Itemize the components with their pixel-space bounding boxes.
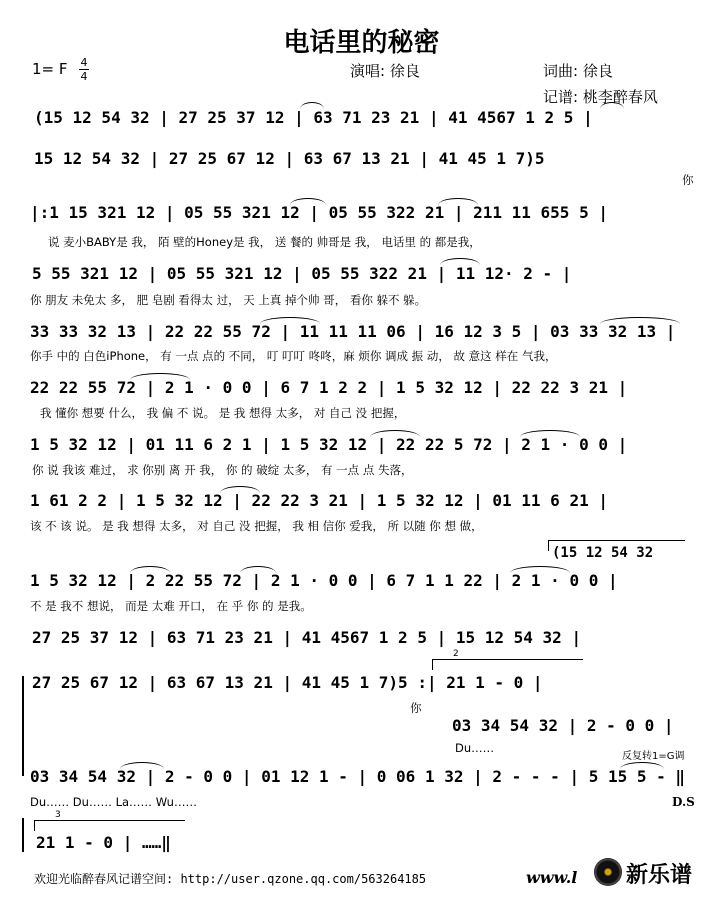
time-signature: [78, 57, 90, 82]
tie-arc: [260, 317, 320, 324]
tie-arc: [370, 430, 420, 437]
score-row-10: 27 25 37 12 | 63 71 23 21 | 41 4567 1 2 5 | 15 12 54 32 |: [32, 628, 582, 647]
key-signature: 1= F: [32, 60, 68, 78]
transcriber-credit: 记谱: 桃李醉春风: [543, 88, 658, 106]
lyric-row-4: 你 朋友 未免太 多， 肥 皂剧 看得太 过， 天 上真 掉个帅 哥， 看你 躲不 躲。: [30, 293, 427, 307]
composer-credit: 词曲: 徐良: [543, 62, 613, 80]
tie-arc: [290, 198, 326, 205]
lyric-row-5: 你手 中的 白色iPhone， 有 一点 点的 不同， 叮 叮叮 咚咚，麻 烦你 调成 振 动， 故 意这 样在 气我，: [30, 349, 557, 363]
tie-arc: [120, 762, 164, 769]
score-row-7: 1 5 32 12 | 01 11 6 2 1 | 1 5 32 12 | 22 22 5 72 | 2 1 · 0 0 |: [30, 435, 628, 454]
ending-3-label: 3: [55, 810, 61, 820]
tie-arc: [600, 102, 624, 109]
tie-arc: [520, 430, 580, 437]
record-disc-icon: [594, 858, 622, 886]
tie-arc: [130, 373, 190, 380]
ending-bracket-2: [432, 649, 583, 670]
meter-bottom: 4: [80, 70, 88, 83]
tie-arc: [220, 486, 260, 493]
song-title: 电话里的秘密: [283, 28, 440, 58]
section-bracket-left: [22, 676, 24, 776]
tie-arc: [600, 317, 680, 324]
score-row-4: 5 55 321 12 | 05 55 321 12 | 05 55 322 21 | 11 12· 2 - |: [32, 264, 572, 283]
tie-arc: [130, 566, 170, 573]
lyric-row-8: 该 不 该 说。 是 我 想得 太多， 对 自己 没 把握， 我 相 信你 爱我， 所 以随 你 想 做，: [30, 519, 483, 533]
ds-marker: D.S: [672, 795, 695, 809]
lyric-row-7: 你 说 我该 难过， 求 你别 离 开 我， 你 的 破绽 太多， 有 一点 点 失落，: [32, 463, 413, 477]
logo-text: 新乐谱: [626, 863, 693, 888]
site-url-fragment: www.l: [526, 868, 578, 887]
tie-arc: [510, 566, 570, 573]
score-row-5: 33 33 32 13 | 22 22 55 72 | 11 11 11 06 | 16 12 3 5 | 03 33 32 13 |: [30, 322, 676, 341]
lyric-row-12: Du……: [455, 741, 495, 755]
score-row-8: 1 61 2 2 | 1 5 32 12 | 22 22 3 21 | 1 5 32 12 | 01 11 6 21 |: [30, 491, 608, 510]
tie-arc: [438, 198, 478, 205]
site-logo: [592, 855, 718, 893]
ending-bracket-3: [34, 810, 185, 831]
footer-text: 欢迎光临醉春风记谱空间: http://user.qzone.qq.com/563264185: [34, 872, 427, 886]
score-row-14: 21 1 - 0 | ……‖: [36, 833, 171, 852]
lyric-row-9: 不 是 我不 想说， 而是 太难 开口， 在 乎 你 的 是我。: [30, 599, 312, 613]
lyric-row-11: 你: [410, 701, 422, 715]
lyric-row-13: Du…… Du…… La…… Wu……: [30, 795, 197, 809]
score-row-1: (15 12 54 32 | 27 25 37 12 | 63 71 23 21 | 41 4567 1 2 5 |: [34, 108, 593, 127]
score-row-11: 27 25 67 12 | 63 67 13 21 | 41 45 1 7)5 :| 21 1 - 0 |: [32, 673, 543, 692]
tie-arc: [240, 566, 276, 573]
score-row-12: 03 34 54 32 | 2 - 0 0 |: [452, 716, 674, 735]
ending-bracket-1: [548, 540, 685, 551]
section-bracket-left-2: [22, 818, 24, 852]
score-row-13: 03 34 54 32 | 2 - 0 0 | 01 12 1 - | 0 06 1 32 | 2 - - - | 5 15 5 - ‖: [30, 767, 686, 786]
lyric-row-2: 你: [682, 173, 694, 187]
lyric-row-6: 我 懂你 想要 什么， 我 偏 不 说。 是 我 想得 太多， 对 自己 没 把握，: [40, 406, 406, 420]
singer-credit: 演唱: 徐良: [350, 62, 420, 80]
lyric-row-3: 说 麦小BABY是 我， 陌 壁的Honey是 我， 送 餐的 帅哥是 我， 电话里 的 都是我，: [48, 235, 481, 249]
ending-2-label: 2: [453, 649, 459, 659]
tie-arc: [440, 258, 480, 265]
meter-top: 4: [80, 56, 88, 69]
score-row-6: 22 22 55 72 | 2 1 · 0 0 | 6 7 1 2 2 | 1 5 32 12 | 22 22 3 21 |: [30, 378, 628, 397]
score-row-2: 15 12 54 32 | 27 25 67 12 | 63 67 13 21 | 41 45 1 7)5: [34, 149, 545, 168]
score-row-9: 1 5 32 12 | 2 22 55 72 | 2 1 · 0 0 | 6 7 1 1 22 | 2 1 · 0 0 |: [30, 571, 618, 590]
tie-arc: [620, 762, 664, 769]
score-row-3: |:1 15 321 12 | 05 55 321 12 | 05 55 322 21 | 211 11 655 5 |: [30, 203, 608, 222]
repeat-note: 反复转1=G调: [622, 751, 685, 762]
pickup-row-9: (15 12 54 32: [552, 545, 654, 561]
tie-arc: [300, 102, 324, 109]
